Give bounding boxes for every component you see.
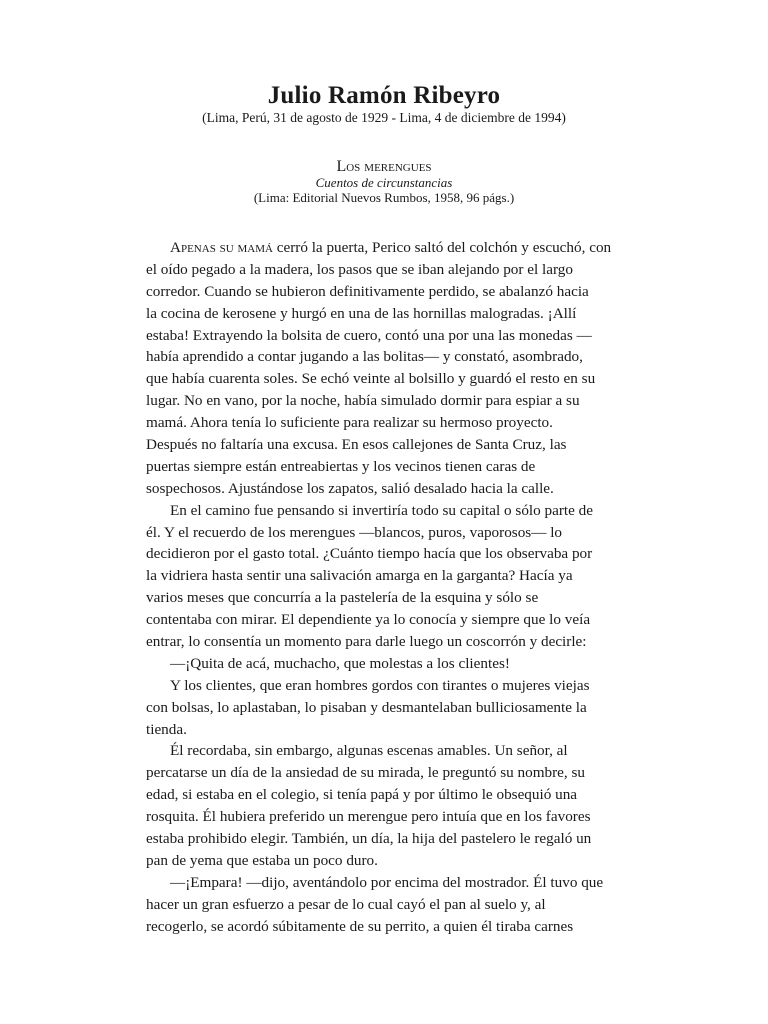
text-line: tienda. (146, 720, 187, 738)
text-line: puertas siempre están entreabiertas y los vecinos tienen caras de (146, 457, 536, 475)
text-line: corredor. Cuando se hubieron definitivamente perdido, se abalanzó hacia (146, 282, 589, 300)
text-line: la vidriera hasta sentir una salivación amarga en la garganta? Hacía ya (146, 567, 573, 585)
text-line: lugar. No en vano, por la noche, había simulado dormir para espiar a su (146, 392, 580, 410)
author-name: Julio Ramón Ribeyro (267, 82, 501, 109)
text-line: decidieron por el gasto total. ¿Cuánto tiempo hacía que los observaba por (146, 545, 593, 563)
text-line: Y los clientes, que eran hombres gordos con tirantes o mujeres viejas (170, 676, 590, 694)
text-line: entrar, lo consentía un momento para darle luego un coscorrón y decirle: (146, 633, 587, 651)
text-line: sospechosos. Ajustándose los zapatos, salió desalado hacia la calle. (146, 479, 554, 497)
text-line: contentaba con mirar. El dependiente ya lo conocía y siempre que lo veía (146, 611, 591, 629)
opening-words: Apenas su mamá (170, 239, 273, 256)
text-line: estaba! Extrayendo la bolsita de cuero, contó una por una las monedas — (146, 326, 592, 344)
text-line: el oído pegado a la madera, los pasos que se iban alejando por el largo (146, 260, 573, 278)
text-line-rest: cerró la puerta, Perico saltó del colchón y escuchó, con (272, 239, 612, 256)
text-line: percatarse un día de la ansiedad de su mirada, le preguntó su nombre, su (146, 764, 586, 782)
story-title: Los merengues (336, 158, 432, 175)
text-line: había aprendido a contar jugando a las bolitas— y constató, asombrado, (146, 348, 583, 366)
text-line: rosquita. Él hubiera preferido un merengue pero intuía que en los favores (146, 808, 591, 826)
text-line: —¡Empara! —dijo, aventándolo por encima del mostrador. Él tuvo que (170, 873, 604, 891)
publication-info: (Lima: Editorial Nuevos Rumbos, 1958, 96 págs.) (253, 190, 515, 205)
text-line: que había cuarenta soles. Se echó veinte al bolsillo y guardó el resto en su (146, 370, 596, 388)
text-line: Después no faltaría una excusa. En esos callejones de Santa Cruz, las (146, 436, 567, 454)
text-line (146, 237, 626, 259)
text-line: mamá. Ahora tenía lo suficiente para realizar su hermoso proyecto. (146, 414, 553, 432)
author-lifespan: (Lima, Perú, 31 de agosto de 1929 - Lima, 4 de diciembre de 1994) (202, 110, 566, 125)
text-line: Él recordaba, sin embargo, algunas escenas amables. Un señor, al (170, 742, 568, 760)
collection-title: Cuentos de circunstancias (315, 175, 453, 190)
text-line: recogerlo, se acordó súbitamente de su perrito, a quien él tiraba carnes (146, 917, 574, 935)
text-line: hacer un gran esfuerzo a pesar de lo cual cayó el pan al suelo y, al (146, 895, 546, 913)
text-line: edad, si estaba en el colegio, si tenía papá y por último le obsequió una (146, 786, 578, 804)
text-line: la cocina de kerosene y hurgó en una de las hornillas malogradas. ¡Allí (146, 304, 577, 322)
text-line: —¡Quita de acá, muchacho, que molestas a los clientes! (170, 654, 510, 672)
story-body (146, 237, 626, 938)
text-line: pan de yema que estaba un poco duro. (146, 851, 378, 869)
text-line: estaba prohibido elegir. También, un día, la hija del pastelero le regaló un (146, 830, 592, 848)
text-line: En el camino fue pensando si invertiría todo su capital o sólo parte de (170, 501, 594, 519)
text-line: con bolsas, lo aplastaban, lo pisaban y desmantelaban bulliciosamente la (146, 698, 587, 716)
text-line: él. Y el recuerdo de los merengues —blancos, puros, vaporosos— lo (146, 523, 563, 541)
text-line: varios meses que concurría a la pastelería de la esquina y sólo se (146, 589, 539, 607)
